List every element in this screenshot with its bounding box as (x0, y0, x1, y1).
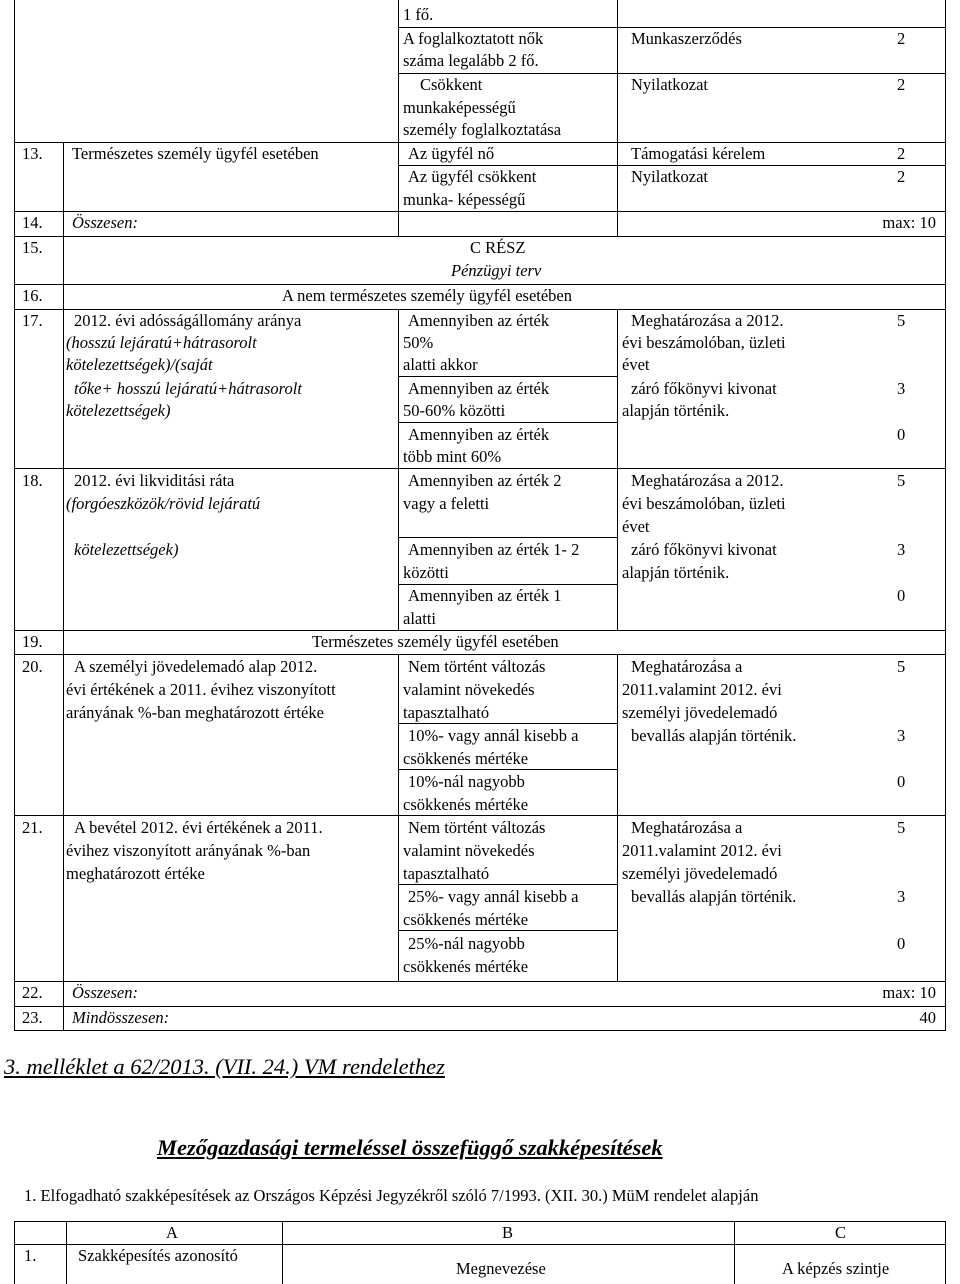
cell-b: valamint növekedés (403, 680, 535, 699)
cell-b: 10%-nál nagyobb (408, 772, 525, 791)
section-heading: C RÉSZ (470, 238, 526, 257)
cell-d: 2 (897, 75, 906, 94)
row-number: 22. (22, 983, 43, 1002)
cell-c: Támogatási kérelem (631, 144, 766, 163)
cell-b: munkaképességű (403, 98, 516, 117)
cell-a: A személyi jövedelemadó alap 2012. (74, 657, 318, 676)
cell-a: kötelezettségek)/(saját (66, 355, 213, 374)
cell-c: Munkaszerződés (631, 29, 742, 48)
cell-b: Amennyiben az érték 2 (408, 471, 562, 490)
score-value: 5 (897, 311, 906, 330)
cell-b: tapasztalható (403, 703, 490, 722)
score-value: 5 (897, 818, 906, 837)
cell-b: száma legalább 2 fő. (403, 51, 539, 70)
score-value: 3 (897, 726, 906, 745)
cell-b: Amennyiben az érték (408, 311, 550, 330)
grand-total-value: 40 (919, 1008, 936, 1027)
cell-c: záró főkönyvi kivonat (631, 379, 777, 398)
row-number: 19. (22, 632, 43, 651)
cell-c: Meghatározása a (631, 657, 743, 676)
cell-c: évet (622, 355, 650, 374)
cell-c: évi beszámolóban, üzleti (622, 333, 786, 352)
cell-c: bevallás alapján történik. (631, 887, 797, 906)
total-label: Összesen: (72, 213, 138, 232)
cell-b: valamint növekedés (403, 841, 535, 860)
cell-a: 2012. évi likviditási ráta (74, 471, 235, 490)
cell-a: tőke+ hosszú lejáratú+hátrasorolt (74, 379, 302, 398)
cell-b: Amennyiben az érték 1 (408, 586, 562, 605)
annex-title: 3. melléklet a 62/2013. (VII. 24.) VM rendelethez (4, 1054, 445, 1079)
cell-c: Meghatározása a 2012. (631, 471, 784, 490)
cell-c: évet (622, 517, 650, 536)
cell-a: évi értékének a 2011. évihez viszonyított (66, 680, 336, 699)
cell-b: 25%- vagy annál kisebb a (408, 887, 579, 906)
score-value: 0 (897, 425, 906, 444)
row-number: 23. (22, 1008, 43, 1027)
total-value: max: 10 (882, 213, 936, 232)
cell-b: 25%-nál nagyobb (408, 934, 525, 953)
row-number: 17. (22, 311, 43, 330)
score-value: 0 (897, 934, 906, 953)
cell-a: meghatározott értéke (66, 864, 205, 883)
cell-c: személyi jövedelemadó (622, 703, 778, 722)
cell-b: közötti (403, 563, 449, 582)
cell-b: 50-60% közötti (403, 401, 506, 420)
row-number: 1. (24, 1246, 37, 1265)
cell-b: csökkenés mértéke (403, 749, 529, 768)
cell-b: munka- képességű (403, 190, 526, 209)
cell-b: Amennyiben az érték (408, 379, 550, 398)
cell-c: záró főkönyvi kivonat (631, 540, 777, 559)
cell-b: csökkenés mértéke (403, 957, 529, 976)
cell-b: Amennyiben az érték 1- 2 (408, 540, 580, 559)
cell-b: Megnevezése (456, 1259, 546, 1278)
score-value: 0 (897, 772, 906, 791)
cell-b: csökkenés mértéke (403, 795, 529, 814)
row-number: 16. (22, 286, 43, 305)
cell-c: személyi jövedelemadó (622, 864, 778, 883)
cell-d: 2 (897, 29, 906, 48)
cell-b: alatti (403, 609, 436, 628)
cell-b: Amennyiben az érték (408, 425, 550, 444)
cell-b: Az ügyfél csökkent (408, 167, 537, 186)
score-value: 3 (897, 887, 906, 906)
score-value: 3 (897, 379, 906, 398)
cell-c: alapján történik. (622, 401, 730, 420)
cell-c: évi beszámolóban, üzleti (622, 494, 786, 513)
cell-b: Az ügyfél nő (408, 144, 495, 163)
cell-a: arányának %-ban meghatározott értéke (66, 703, 324, 722)
cell-c: 2011.valamint 2012. évi (622, 841, 782, 860)
column-header-c: C (835, 1223, 847, 1242)
cell-b: Nem történt változás (408, 818, 546, 837)
group-heading: Természetes személy ügyfél esetében (312, 632, 559, 651)
cell-b: vagy a feletti (403, 494, 490, 513)
group-heading: A nem természetes személy ügyfél esetében (282, 286, 573, 305)
cell-a: 2012. évi adósságállomány aránya (74, 311, 302, 330)
row-number: 13. (22, 144, 43, 163)
cell-c: bevallás alapján történik. (631, 726, 797, 745)
column-header-a: A (166, 1223, 178, 1242)
cell-b: több mint 60% (403, 447, 502, 466)
score-value: 3 (897, 540, 906, 559)
score-value: 5 (897, 471, 906, 490)
cell-a: kötelezettségek) (66, 401, 171, 420)
cell-a: (hosszú lejáratú+hátrasorolt (66, 333, 257, 352)
cell-c: 2011.valamint 2012. évi (622, 680, 782, 699)
total-label: Összesen: (72, 983, 138, 1002)
cell-b: 10%- vagy annál kisebb a (408, 726, 579, 745)
cell-a: Szakképesítés azonosító (78, 1246, 238, 1265)
cell-b: A foglalkoztatott nők (403, 29, 544, 48)
row-number: 21. (22, 818, 43, 837)
section-title: Mezőgazdasági termeléssel összefüggő szakképesítések (157, 1135, 663, 1160)
score-value: 5 (897, 657, 906, 676)
section-subheading: Pénzügyi terv (451, 261, 542, 280)
cell-b: személy foglalkoztatása (403, 120, 562, 139)
cell-a: kötelezettségek) (74, 540, 179, 559)
cell-c: Nyilatkozat (631, 75, 708, 94)
row-number: 14. (22, 213, 43, 232)
row-number: 18. (22, 471, 43, 490)
cell-d: 2 (897, 167, 906, 186)
cell-b: tapasztalható (403, 864, 490, 883)
cell-c: alapján történik. (622, 563, 730, 582)
row-number: 20. (22, 657, 43, 676)
cell-b: csökkenés mértéke (403, 910, 529, 929)
cell-b: alatti akkor (403, 355, 478, 374)
cell-b: Nem történt változás (408, 657, 546, 676)
row-number: 15. (22, 238, 43, 257)
cell-a: Természetes személy ügyfél esetében (72, 144, 319, 163)
cell-a: A bevétel 2012. évi értékének a 2011. (74, 818, 323, 837)
grand-total-label: Mindösszesen: (72, 1008, 170, 1027)
score-value: 0 (897, 586, 906, 605)
cell-b: 50% (403, 333, 434, 352)
cell-a: (forgóeszközök/rövid lejáratú (66, 494, 261, 513)
cell-a: évihez viszonyított arányának %-ban (66, 841, 311, 860)
cell-d: 2 (897, 144, 906, 163)
column-header-b: B (502, 1223, 514, 1242)
cell-b: 1 fő. (403, 5, 434, 24)
subheading: 1. Elfogadható szakképesítések az Országos Képzési Jegyzékről szóló 7/1993. (XII. 30.) MüM rendelet alapján (24, 1186, 759, 1205)
total-value: max: 10 (882, 983, 936, 1002)
cell-c: Nyilatkozat (631, 167, 708, 186)
cell-b: Csökkent (420, 75, 483, 94)
cell-c: Meghatározása a (631, 818, 743, 837)
cell-c: A képzés szintje (782, 1259, 890, 1278)
cell-c: Meghatározása a 2012. (631, 311, 784, 330)
